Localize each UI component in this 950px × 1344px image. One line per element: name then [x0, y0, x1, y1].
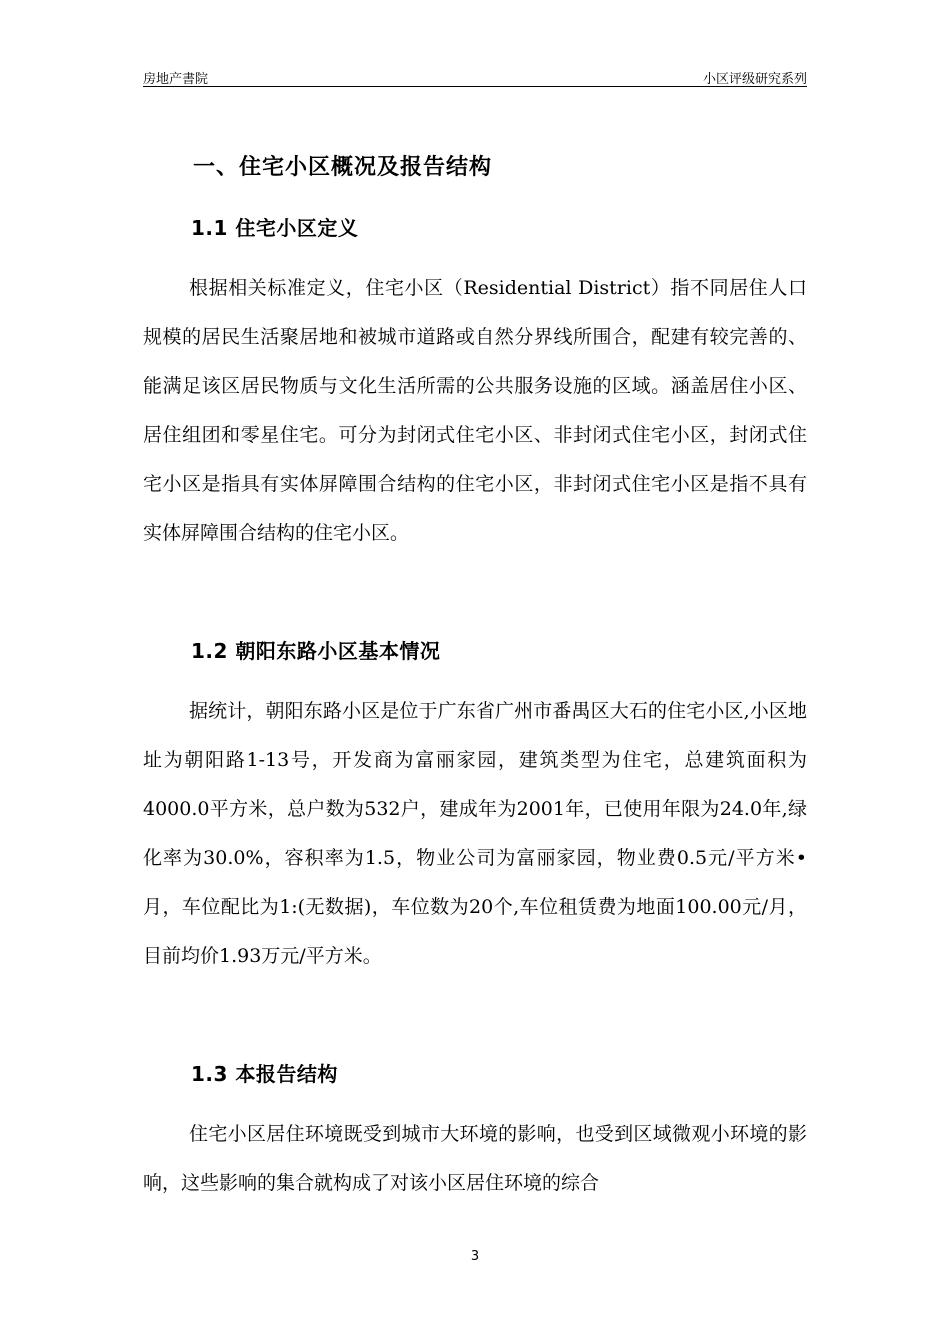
section-heading-1-3: 1.3 本报告结构 — [191, 1062, 338, 1086]
header-publisher: 房地产書院 — [143, 72, 209, 87]
section-body-1-3: 住宅小区居住环境既受到城市大环境的影响，也受到区域微观小环境的影响，这些影响的集合就构成了对该小区居住环境的综合 — [143, 1123, 807, 1194]
section-body-1-2: 据统计，朝阳东路小区是位于广东省广州市番禺区大石的住宅小区,小区地址为朝阳路1-13号，开发商为富丽家园，建筑类型为住宅，总建筑面积为4000.0平方米，总户数为532户，建成年为2001年，已使用年限为24.0年,绿化率为30.0%，容积率为1.5，物业公司为富丽家园，物业费0.5元/平方米•月，车位配比为1:(无数据)，车位数为20个,车位租赁费为地面100.00元/月，目前均价1.93万元/平方米。 — [143, 700, 807, 967]
section-heading-1-2: 1.2 朝阳东路小区基本情况 — [191, 639, 441, 663]
header-series: 小区评级研究系列 — [702, 72, 807, 87]
section-body-1-1: 根据相关标准定义，住宅小区（Residential District）指不同居住人口规模的居民生活聚居地和被城市道路或自然分界线所围合，配建有较完善的、能满足该区居民物质与文化生活所需的公共服务设施的区域。涵盖居住小区、居住组团和零星住宅。可分为封闭式住宅小区、非封闭式住宅小区，封闭式住宅小区是指具有实体屏障围合结构的住宅小区，非封闭式住宅小区是指不具有实体屏障围合结构的住宅小区。 — [143, 277, 807, 544]
page-number: 3 — [470, 1249, 480, 1264]
page-header — [143, 66, 807, 87]
section-heading-1-1: 1.1 住宅小区定义 — [191, 216, 359, 240]
chapter-title: 一、住宅小区概况及报告结构 — [193, 155, 493, 180]
